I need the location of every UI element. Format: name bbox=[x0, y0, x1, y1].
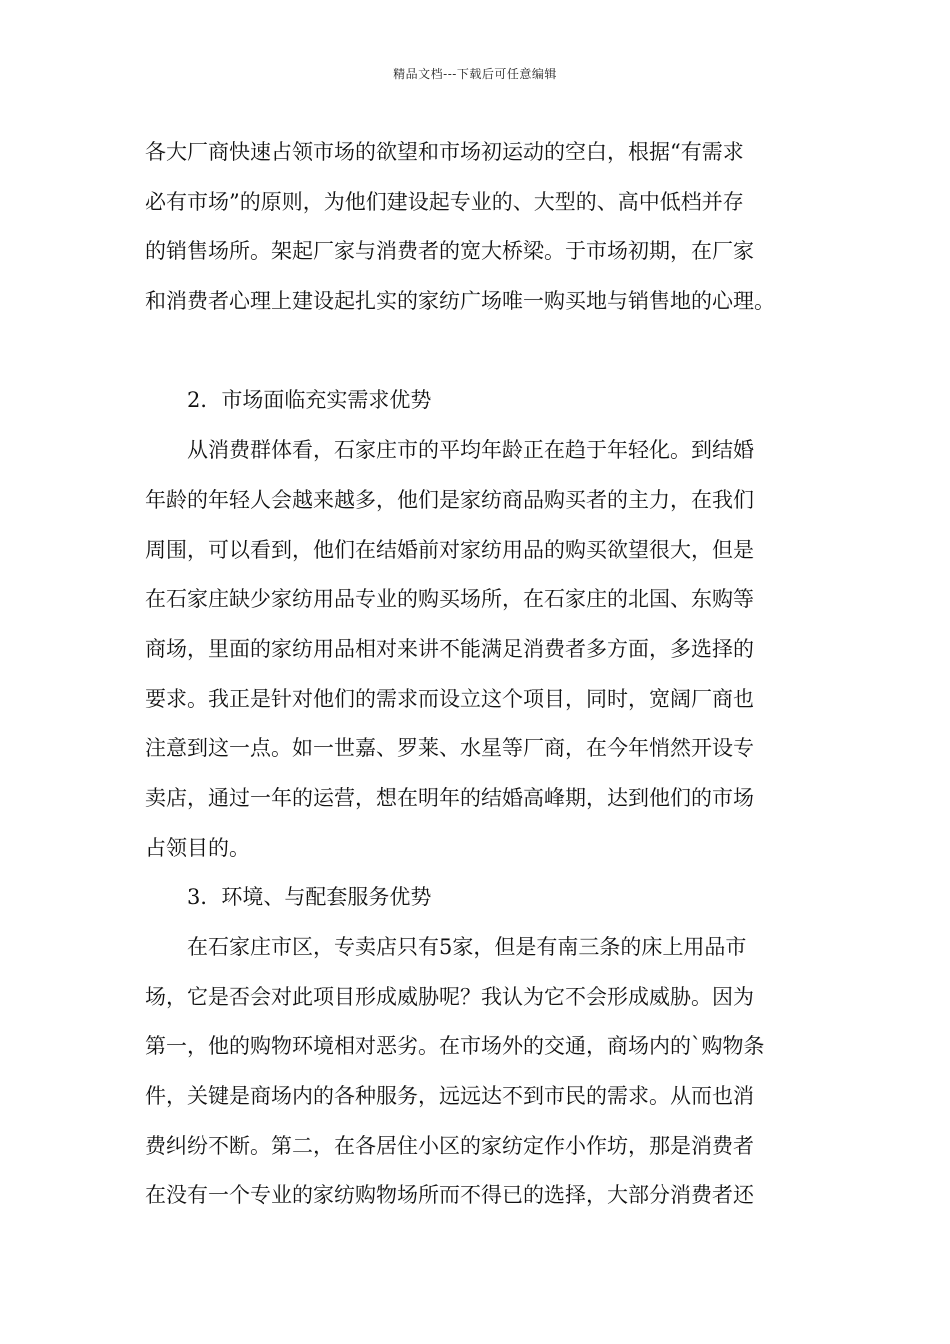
text-line: 场，它是否会对此项目形成威胁呢？我认为它不会形成威胁。因为 bbox=[145, 984, 754, 1009]
text-line: 商场，里面的家纺用品相对来讲不能满足消费者多方面，多选择的 bbox=[145, 636, 754, 661]
text-line: 和消费者心理上建设起扎实的家纺广场唯一购买地与销售地的心理。 bbox=[145, 289, 775, 314]
text-line: 要求。我正是针对他们的需求而设立这个项目，同时，宽阔厂商也 bbox=[145, 686, 754, 711]
text-line: 在石家庄市区，专卖店只有5家，但是有南三条的床上用品市 bbox=[187, 935, 747, 959]
text-line: 占领目的。 bbox=[145, 835, 250, 860]
page-header: 精品文档---下载后可任意编辑 bbox=[393, 67, 557, 81]
text-line: 卖店，通过一年的运营，想在明年的结婚高峰期，达到他们的市场 bbox=[145, 785, 754, 810]
blank-line bbox=[145, 327, 835, 377]
text-line: 注意到这一点。如一世嘉、罗莱、水星等厂商，在今年悄然开设专 bbox=[145, 736, 754, 761]
text-line: 各大厂商快速占领市场的欲望和市场初运动的空白，根据“有需求 bbox=[145, 140, 744, 164]
text-line: 第一，他的购物环境相对恶劣。在市场外的交通，商场内的`购物条 bbox=[145, 1034, 765, 1059]
text-line: 的销售场所。架起厂家与消费者的宽大桥梁。于市场初期，在厂家 bbox=[145, 239, 754, 264]
section-heading: 2．市场面临充实需求优势 bbox=[187, 388, 432, 413]
text-line: 必有市场”的原则，为他们建设起专业的、大型的、高中低档并存 bbox=[145, 189, 744, 214]
text-line: 年龄的年轻人会越来越多，他们是家纺商品购买者的主力，在我们 bbox=[145, 487, 754, 512]
text-line: 在石家庄缺少家纺用品专业的购买场所，在石家庄的北国、东购等 bbox=[145, 587, 754, 612]
text-line: 件，关键是商场内的各种服务，远远达不到市民的需求。从而也消 bbox=[145, 1084, 754, 1109]
text-line: 在没有一个专业的家纺购物场所而不得已的选择，大部分消费者还 bbox=[145, 1183, 754, 1208]
text-line: 费纠纷不断。第二，在各居住小区的家纺定作小作坊，那是消费者 bbox=[145, 1133, 754, 1158]
section-heading: 3．环境、与配套服务优势 bbox=[187, 885, 432, 910]
text-line: 周围，可以看到，他们在结婚前对家纺用品的购买欲望很大，但是 bbox=[145, 537, 754, 562]
text-line: 从消费群体看，石家庄市的平均年龄正在趋于年轻化。到结婚 bbox=[187, 438, 754, 463]
document-body bbox=[145, 128, 835, 1221]
